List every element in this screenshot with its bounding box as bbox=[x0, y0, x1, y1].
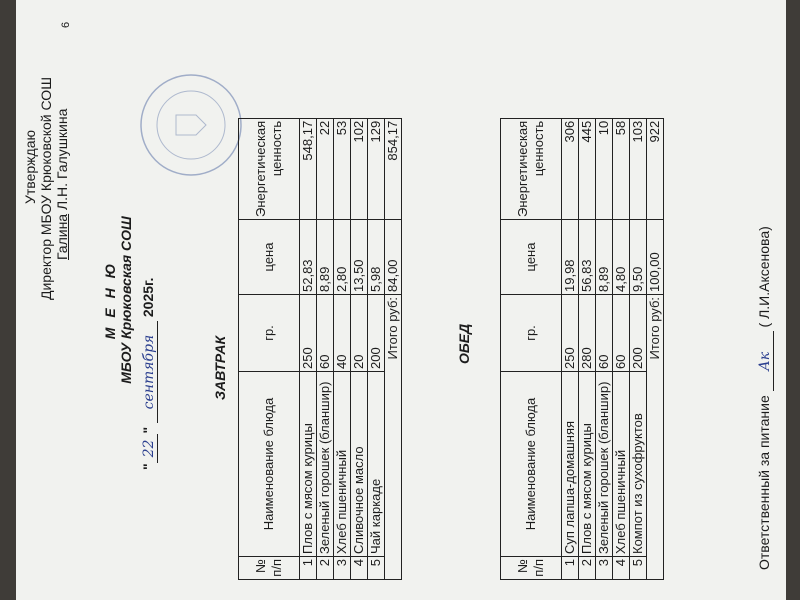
row-name: Хлеб пшеничный bbox=[613, 372, 630, 557]
row-num: 4 bbox=[613, 557, 630, 580]
menu-title bbox=[102, 150, 134, 450]
row-name: Хлеб пшеничный bbox=[334, 372, 351, 557]
approval-block bbox=[22, 10, 70, 300]
row-num: 5 bbox=[630, 557, 647, 580]
row-energy: 58 bbox=[613, 118, 630, 219]
row-num: 2 bbox=[579, 557, 596, 580]
row-price: 2,80 bbox=[334, 220, 351, 295]
row-gr: 280 bbox=[579, 295, 596, 372]
row-energy: 53 bbox=[334, 118, 351, 219]
menu-date bbox=[140, 180, 158, 470]
responsible-signature: Ак bbox=[757, 331, 774, 391]
table-row bbox=[334, 118, 351, 579]
total-price: 84,00 bbox=[385, 220, 402, 295]
row-num: 4 bbox=[351, 557, 368, 580]
row-name: Зеленый горошек (бланшир) bbox=[317, 372, 334, 557]
row-price: 13,50 bbox=[351, 220, 368, 295]
row-gr: 20 bbox=[351, 295, 368, 372]
row-name: Суп лапша-домашняя bbox=[562, 372, 579, 557]
row-energy: 306 bbox=[562, 118, 579, 219]
row-num: 2 bbox=[317, 557, 334, 580]
row-energy: 103 bbox=[630, 118, 647, 219]
responsible-line bbox=[756, 226, 774, 570]
date-day: 22 bbox=[141, 434, 158, 464]
breakfast-heading: ЗАВТРАК bbox=[212, 335, 228, 400]
document-page bbox=[16, 0, 786, 600]
row-name: Чай каркаде bbox=[368, 372, 385, 557]
table-row bbox=[317, 118, 334, 579]
row-gr: 200 bbox=[368, 295, 385, 372]
table-row bbox=[613, 118, 630, 579]
header-price: цена bbox=[239, 220, 300, 295]
date-close-quote: " bbox=[140, 426, 156, 434]
header-price: цена bbox=[501, 220, 562, 295]
row-gr: 60 bbox=[613, 295, 630, 372]
table-row bbox=[630, 118, 647, 579]
row-energy: 102 bbox=[351, 118, 368, 219]
row-price: 8,89 bbox=[596, 220, 613, 295]
header-name: Наименование блюда bbox=[239, 372, 300, 557]
row-price: 56,83 bbox=[579, 220, 596, 295]
date-year: 2025г. bbox=[140, 277, 156, 318]
date-month: сентября bbox=[141, 321, 158, 423]
header-energy: Энергетическая ценность bbox=[239, 118, 300, 219]
table-header-row bbox=[501, 118, 562, 579]
total-energy: 922 bbox=[647, 118, 664, 219]
total-energy: 854,17 bbox=[385, 118, 402, 219]
row-gr: 40 bbox=[334, 295, 351, 372]
row-num: 5 bbox=[368, 557, 385, 580]
total-row bbox=[647, 118, 664, 579]
row-energy: 445 bbox=[579, 118, 596, 219]
approval-line3: Л.Н. Галушкина bbox=[54, 108, 70, 211]
row-price: 19,98 bbox=[562, 220, 579, 295]
row-gr: 60 bbox=[596, 295, 613, 372]
row-num: 3 bbox=[334, 557, 351, 580]
table-row bbox=[579, 118, 596, 579]
row-price: 8,89 bbox=[317, 220, 334, 295]
row-name: Зеленый горошек (бланшир) bbox=[596, 372, 613, 557]
row-energy: 129 bbox=[368, 118, 385, 219]
approval-line1: Утверждаю bbox=[22, 130, 38, 204]
row-gr: 60 bbox=[317, 295, 334, 372]
row-energy: 548,17 bbox=[300, 118, 317, 219]
director-signature: Галина bbox=[54, 213, 70, 260]
table-row bbox=[368, 118, 385, 579]
menu-heading: М Е Н Ю bbox=[102, 260, 118, 340]
table-row bbox=[596, 118, 613, 579]
row-price: 52,83 bbox=[300, 220, 317, 295]
approval-line2: Директор МБОУ Крюковской СОШ bbox=[38, 76, 54, 300]
total-label: Итого руб: bbox=[647, 295, 664, 580]
row-name: Сливочное масло bbox=[351, 372, 368, 557]
total-label: Итого руб: bbox=[385, 295, 402, 580]
header-num: № п/п bbox=[239, 557, 300, 580]
table-header-row bbox=[239, 118, 300, 579]
page-number: 6 bbox=[60, 21, 72, 28]
row-price: 9,50 bbox=[630, 220, 647, 295]
responsible-label: Ответственный за питание bbox=[756, 395, 772, 570]
row-name: Плов с мясом курицы bbox=[300, 372, 317, 557]
table-row bbox=[351, 118, 368, 579]
row-num: 1 bbox=[562, 557, 579, 580]
header-energy: Энергетическая ценность bbox=[501, 118, 562, 219]
date-open-quote: " bbox=[140, 463, 156, 470]
row-price: 4,80 bbox=[613, 220, 630, 295]
row-num: 3 bbox=[596, 557, 613, 580]
total-price: 100,00 bbox=[647, 220, 664, 295]
row-gr: 200 bbox=[630, 295, 647, 372]
school-stamp-seal bbox=[136, 70, 246, 180]
row-energy: 10 bbox=[596, 118, 613, 219]
responsible-name: ( Л.И.Аксенова) bbox=[756, 226, 772, 328]
rotated-content bbox=[16, 0, 786, 600]
header-gr: гр. bbox=[239, 295, 300, 372]
row-gr: 250 bbox=[300, 295, 317, 372]
table-row bbox=[300, 118, 317, 579]
row-gr: 250 bbox=[562, 295, 579, 372]
breakfast-table bbox=[238, 118, 402, 580]
table-row bbox=[562, 118, 579, 579]
lunch-heading: ОБЕД bbox=[456, 323, 472, 364]
row-num: 1 bbox=[300, 557, 317, 580]
header-num: № п/п bbox=[501, 557, 562, 580]
header-name: Наименование блюда bbox=[501, 372, 562, 557]
row-energy: 22 bbox=[317, 118, 334, 219]
total-row bbox=[385, 118, 402, 579]
school-name: МБОУ Крюковская СОШ bbox=[118, 216, 134, 384]
row-name: Компот из сухофруктов bbox=[630, 372, 647, 557]
row-price: 5,98 bbox=[368, 220, 385, 295]
row-name: Плов с мясом курицы bbox=[579, 372, 596, 557]
header-gr: гр. bbox=[501, 295, 562, 372]
lunch-table bbox=[500, 118, 664, 580]
